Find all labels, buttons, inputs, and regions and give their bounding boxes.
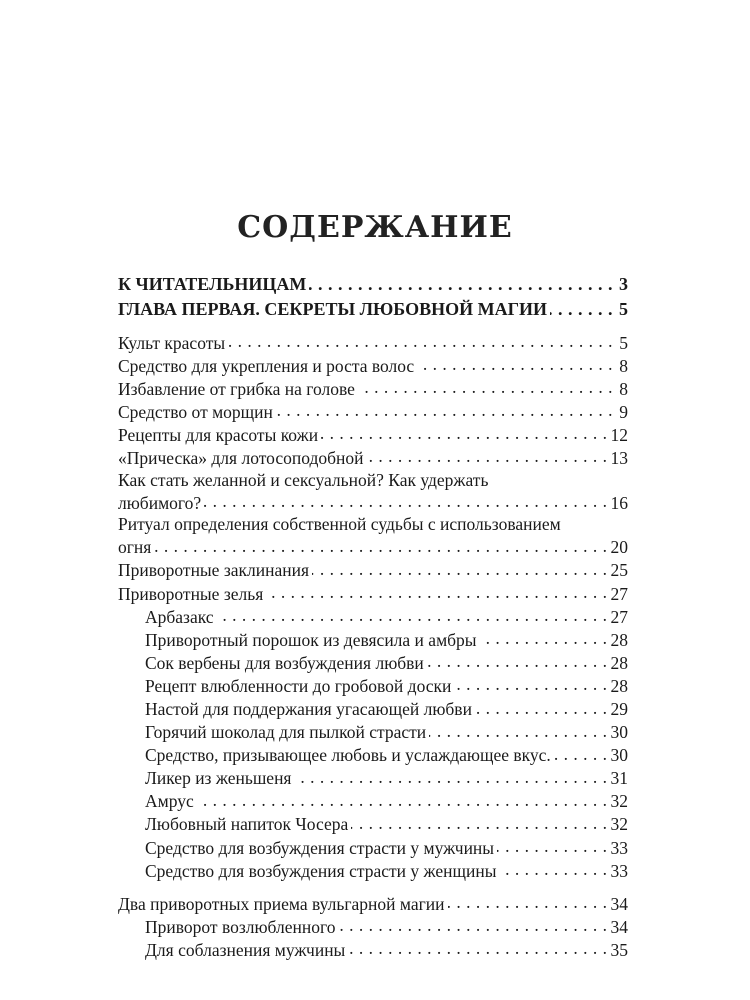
toc-entry-label: Средство от морщин bbox=[118, 401, 273, 422]
toc-leader-dots bbox=[228, 331, 613, 349]
toc-entry-label: Приворот возлюбленного bbox=[145, 916, 336, 937]
toc-entry[interactable] bbox=[118, 938, 628, 961]
toc-page-number: 31 bbox=[610, 768, 628, 789]
toc-leader-dots bbox=[294, 767, 607, 785]
toc-entry[interactable] bbox=[118, 767, 628, 790]
toc-leader-dots bbox=[367, 446, 608, 464]
toc-page-number: 32 bbox=[610, 791, 628, 812]
toc-entry-label-line1: Ритуал определения собственной судьбы с использованием bbox=[118, 514, 561, 535]
toc-entry-label: Сок вербены для возбуждения любви bbox=[145, 652, 424, 673]
toc-page-number: 27 bbox=[610, 583, 628, 604]
toc-page-number: 35 bbox=[610, 939, 628, 960]
toc-entry-label: Средство для возбуждения страсти у женщины bbox=[145, 860, 497, 881]
toc-page-number: 33 bbox=[610, 837, 628, 858]
toc-entry[interactable] bbox=[118, 582, 628, 605]
page-title: СОДЕРЖАНИЕ bbox=[237, 210, 513, 246]
toc-entry[interactable] bbox=[118, 514, 628, 559]
toc-entry-label: Средство, призывающее любовь и услаждающее вкус. bbox=[145, 745, 551, 766]
toc-entry-label: Культ красоты bbox=[118, 332, 226, 353]
toc-page-number: 30 bbox=[610, 722, 628, 743]
toc-entry-label: Избавление от грибка на голове bbox=[118, 378, 355, 399]
toc-page-number: 20 bbox=[610, 537, 628, 558]
toc-entry[interactable] bbox=[118, 297, 628, 322]
toc-entry[interactable] bbox=[118, 628, 628, 651]
toc-leader-dots bbox=[348, 938, 607, 956]
toc-page-number: 8 bbox=[619, 355, 628, 376]
toc-entry-label: К ЧИТАТЕЛЬНИЦАМ bbox=[118, 274, 307, 294]
toc-entry-label: Настой для поддержания угасающей любви bbox=[145, 699, 472, 719]
toc-leader-dots bbox=[499, 859, 607, 877]
toc-entry-label: «Прическа» для лотосоподобной bbox=[118, 447, 364, 468]
toc-page-number: 8 bbox=[619, 378, 628, 399]
toc-entry-label: Приворотные заклинания bbox=[118, 560, 310, 581]
toc-entry[interactable] bbox=[118, 721, 628, 744]
toc-page-number: 16 bbox=[610, 492, 628, 513]
toc-leader-dots bbox=[497, 836, 607, 854]
toc-entry-label: Приворотные зелья bbox=[118, 583, 264, 604]
toc-entry[interactable] bbox=[118, 836, 628, 859]
toc-entry-label: Для соблазнения мужчины bbox=[145, 939, 346, 960]
toc-entry-label: Любовный напиток Чосера bbox=[145, 814, 349, 835]
toc-leader-dots bbox=[475, 698, 608, 716]
toc-entry-label: ГЛАВА ПЕРВАЯ. СЕКРЕТЫ ЛЮБОВНОЙ МАГИИ bbox=[118, 299, 548, 319]
toc-entry-label-line2: огня bbox=[118, 537, 152, 558]
toc-entry[interactable] bbox=[118, 423, 628, 446]
toc-page-number: 5 bbox=[619, 299, 628, 319]
toc-entry[interactable] bbox=[118, 674, 628, 697]
toc-entry[interactable] bbox=[118, 605, 628, 628]
toc-page-number: 28 bbox=[610, 629, 628, 650]
toc-entry[interactable] bbox=[118, 790, 628, 813]
toc-leader-dots bbox=[480, 628, 608, 646]
toc-leader-dots bbox=[429, 721, 607, 739]
toc-leader-dots bbox=[197, 790, 608, 808]
toc-page-number: 30 bbox=[610, 745, 628, 766]
toc-entry-label: Рецепты для красоты кожи bbox=[118, 424, 319, 445]
toc-page-number: 32 bbox=[610, 814, 628, 835]
toc-entry-label: Горячий шоколад для пылкой страсти bbox=[145, 722, 427, 743]
toc-leader-dots bbox=[321, 423, 607, 441]
toc-leader-dots bbox=[550, 297, 613, 315]
toc-entry[interactable] bbox=[118, 744, 628, 767]
toc-entry[interactable] bbox=[118, 446, 628, 469]
toc-entry[interactable] bbox=[118, 272, 628, 297]
toc-entry[interactable] bbox=[118, 813, 628, 836]
toc-page-number: 34 bbox=[610, 893, 628, 914]
toc-leader-dots bbox=[309, 272, 613, 290]
toc-entry-label-line1: Как стать желанной и сексуальной? Как удержать bbox=[118, 469, 489, 490]
toc-entry[interactable] bbox=[118, 400, 628, 423]
toc-page-number: 33 bbox=[610, 860, 628, 881]
toc-leader-dots bbox=[154, 536, 607, 554]
toc-page-number: 34 bbox=[610, 916, 628, 937]
toc-entry-label: Средство для возбуждения страсти у мужчины bbox=[145, 837, 495, 858]
toc-entry-label: Арбазакс bbox=[145, 606, 214, 627]
toc-entry[interactable] bbox=[118, 331, 628, 354]
toc-leader-dots bbox=[554, 744, 608, 762]
toc-leader-dots bbox=[217, 605, 608, 623]
toc-leader-dots bbox=[448, 892, 608, 910]
toc-entry[interactable] bbox=[118, 698, 628, 721]
toc-page-number: 12 bbox=[610, 424, 628, 445]
toc-entry-label: Приворотный порошок из девясила и амбры bbox=[145, 629, 477, 650]
toc-entry[interactable] bbox=[118, 859, 628, 882]
toc-page-number: 3 bbox=[619, 274, 628, 294]
toc-entry-label: Два приворотных приема вульгарной магии bbox=[118, 893, 445, 914]
toc-leader-dots bbox=[276, 400, 613, 418]
toc-leader-dots bbox=[266, 582, 607, 600]
toc-entry[interactable] bbox=[118, 651, 628, 674]
toc-page-number: 29 bbox=[610, 699, 628, 719]
toc-leader-dots bbox=[312, 559, 607, 577]
toc-leader-dots bbox=[351, 813, 607, 831]
toc-leader-dots bbox=[204, 491, 607, 509]
toc-leader-dots bbox=[417, 354, 613, 372]
toc-leader-dots bbox=[427, 651, 608, 669]
toc-entry-label-line2: любимого? bbox=[118, 492, 202, 513]
toc-page-number: 5 bbox=[619, 332, 628, 353]
toc-entry[interactable] bbox=[118, 470, 628, 515]
toc-entry[interactable] bbox=[118, 915, 628, 938]
toc-page-number: 27 bbox=[610, 606, 628, 627]
toc-page-number: 28 bbox=[610, 652, 628, 673]
toc-entry-label: Рецепт влюбленности до гробовой доски bbox=[145, 675, 452, 696]
toc-entry-label: Ликер из женьшеня bbox=[145, 768, 292, 789]
toc-entry[interactable] bbox=[118, 354, 628, 377]
toc-entry-label: Амрус bbox=[145, 791, 194, 812]
toc-entry[interactable] bbox=[118, 892, 628, 915]
toc-leader-dots bbox=[358, 377, 613, 395]
toc-leader-dots bbox=[339, 915, 608, 933]
toc-page-number: 25 bbox=[610, 560, 628, 581]
table-of-contents bbox=[118, 272, 628, 962]
toc-page-number: 28 bbox=[610, 675, 628, 696]
toc-page-number: 13 bbox=[610, 447, 628, 468]
toc-entry[interactable] bbox=[118, 377, 628, 400]
toc-entry-label: Средство для укрепления и роста волос bbox=[118, 355, 415, 376]
toc-page-number: 9 bbox=[619, 401, 628, 422]
toc-leader-dots bbox=[454, 674, 607, 692]
toc-entry[interactable] bbox=[118, 559, 628, 582]
